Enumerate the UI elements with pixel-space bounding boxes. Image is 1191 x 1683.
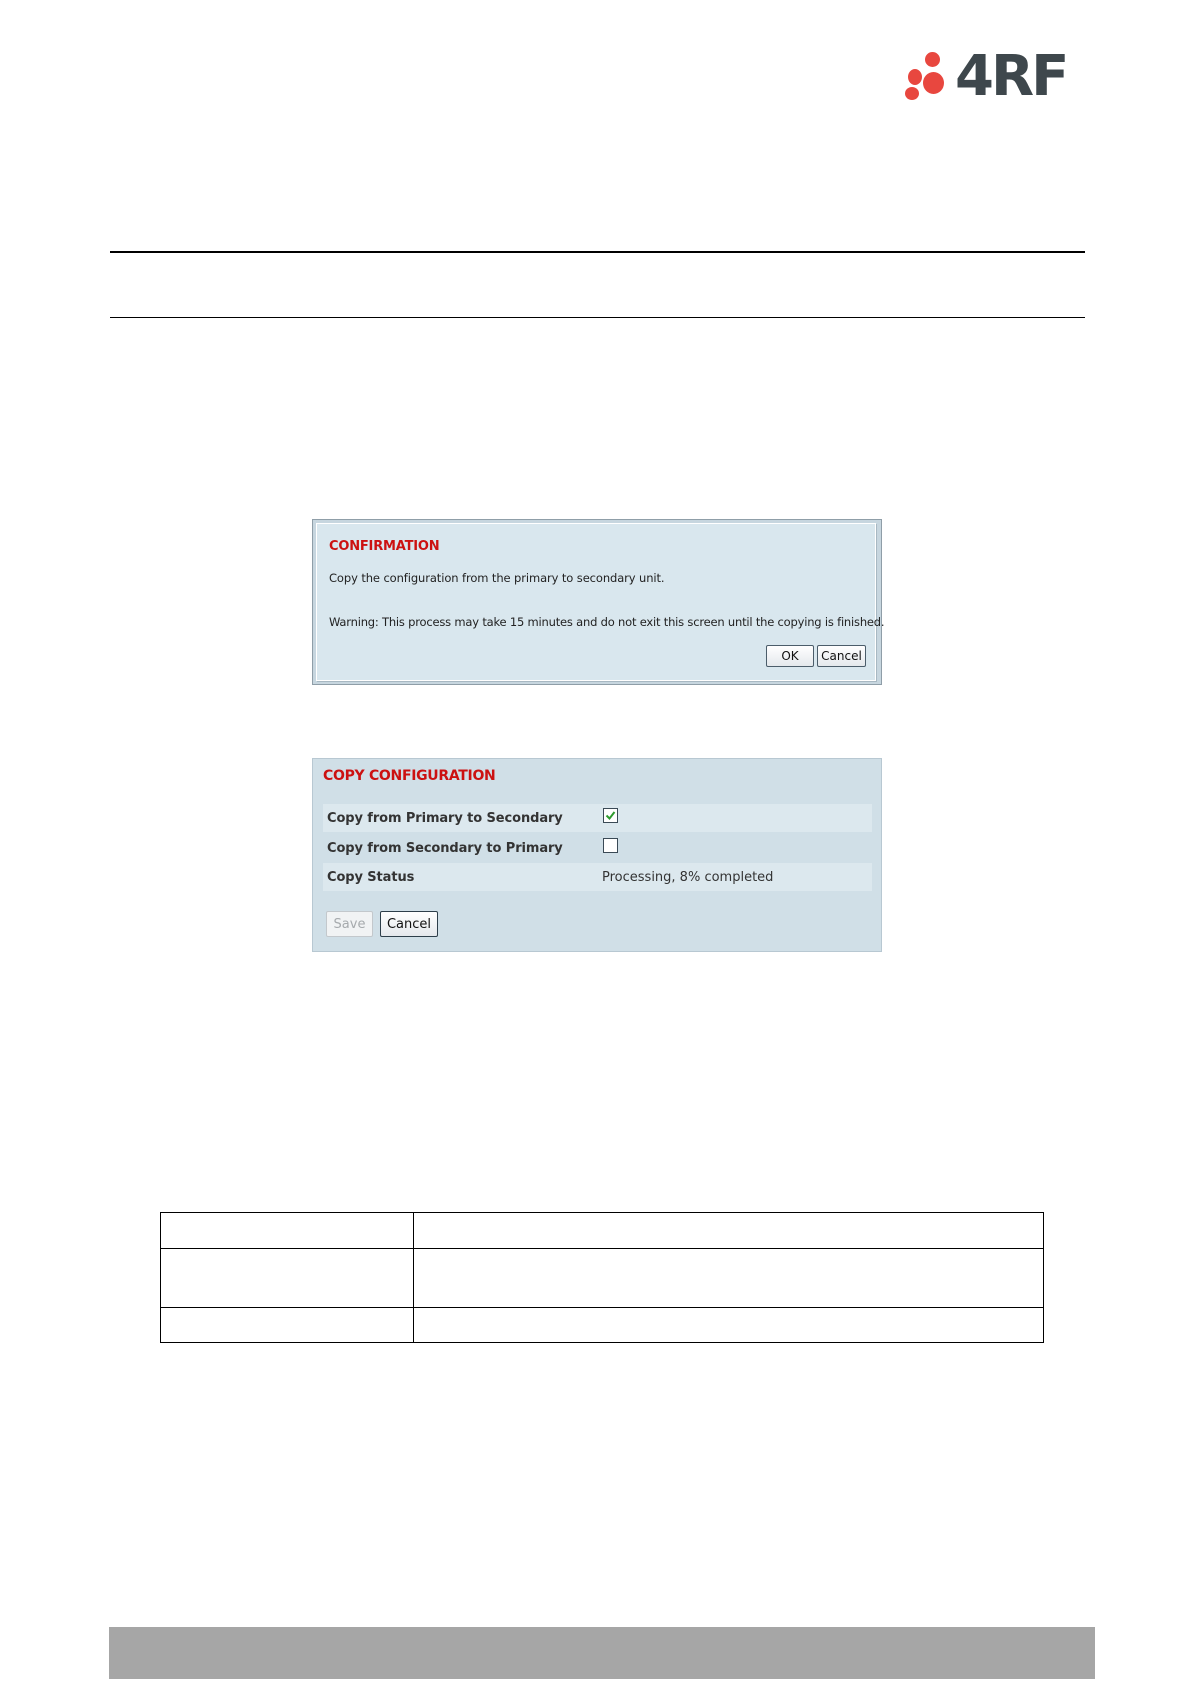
copy-status-row <box>323 863 872 891</box>
copy-secondary-to-primary-row <box>323 834 872 862</box>
table-cell <box>414 1213 1044 1249</box>
confirmation-message: Copy the configuration from the primary to secondary unit. <box>329 571 665 585</box>
table-cell <box>414 1308 1044 1343</box>
footer-bar <box>109 1627 1095 1679</box>
confirmation-warning: Warning: This process may take 15 minutes and do not exit this screen until the copying is finished. <box>329 615 885 629</box>
save-button[interactable]: Save <box>326 911 373 937</box>
copy-primary-to-secondary-checkbox[interactable] <box>603 808 618 823</box>
table-cell <box>161 1249 414 1308</box>
confirmation-cancel-button[interactable]: Cancel <box>817 645 866 667</box>
copy-cancel-button[interactable]: Cancel <box>380 911 438 937</box>
table-cell <box>161 1308 414 1343</box>
copy-secondary-to-primary-checkbox[interactable] <box>603 838 618 853</box>
table-row <box>161 1249 1044 1308</box>
logo-dot <box>905 87 919 100</box>
copy-secondary-to-primary-label: Copy from Secondary to Primary <box>327 841 563 856</box>
copy-configuration-panel <box>312 758 882 952</box>
confirmation-dialog-screenshot <box>312 519 885 685</box>
copy-status-value: Processing, 8% completed <box>602 870 774 885</box>
logo-dot <box>908 69 922 85</box>
check-icon <box>605 810 616 821</box>
logo-dot <box>923 72 944 94</box>
confirmation-title: CONFIRMATION <box>329 539 440 554</box>
ok-button[interactable]: OK <box>766 645 814 667</box>
table-row <box>161 1308 1044 1343</box>
confirmation-dialog <box>316 523 885 681</box>
logo-text: 4RF <box>955 44 1067 109</box>
table-cell <box>414 1249 1044 1308</box>
copy-configuration-title: COPY CONFIGURATION <box>323 768 496 784</box>
parameter-table <box>160 1212 1044 1343</box>
logo-dot <box>925 52 940 67</box>
company-logo <box>905 44 1080 109</box>
table-cell <box>161 1213 414 1249</box>
header-rule-bottom <box>110 317 1085 318</box>
table-row <box>161 1213 1044 1249</box>
copy-primary-to-secondary-row <box>323 804 872 832</box>
copy-primary-to-secondary-label: Copy from Primary to Secondary <box>327 811 563 826</box>
header-rule-top <box>110 251 1085 253</box>
copy-status-label: Copy Status <box>327 870 415 885</box>
